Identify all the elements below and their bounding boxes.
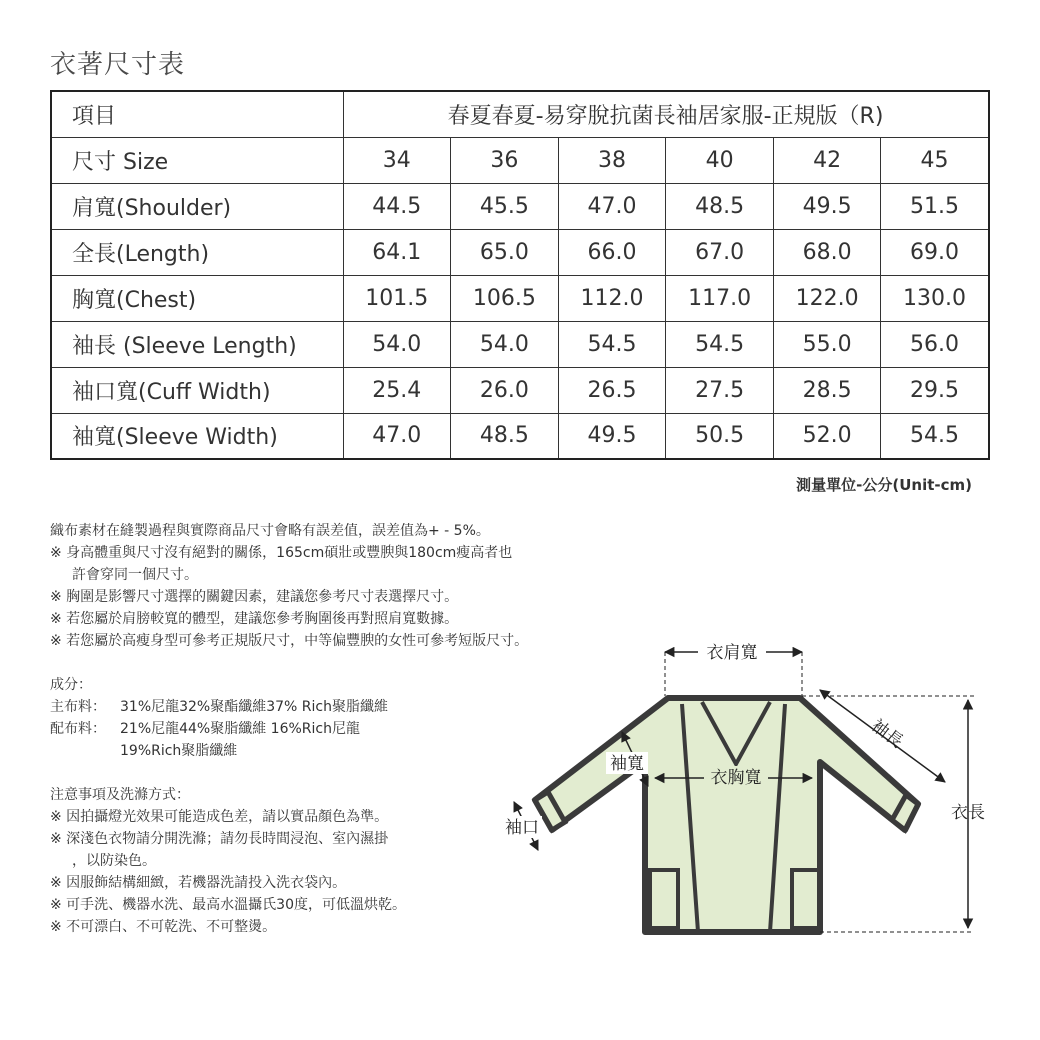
table-cell: 48.5 <box>666 183 774 229</box>
table-cell: 45.5 <box>451 183 559 229</box>
table-cell: 112.0 <box>558 275 666 321</box>
main-fabric-label: 主布料： <box>50 699 106 715</box>
table-cell: 47.0 <box>558 183 666 229</box>
care-item: ※ 不可漂白、不可乾洗、不可整燙。 <box>50 919 277 935</box>
care-item-continued: ，以防染色。 <box>72 853 156 869</box>
table-cell: 54.5 <box>558 321 666 367</box>
note-item: ※ 若您屬於高瘦身型可參考正規版尺寸，中等偏豐腴的女性可參考短版尺寸。 <box>50 633 529 649</box>
table-cell: 25.4 <box>343 367 451 413</box>
row-label: 袖長 (Sleeve Length) <box>51 321 343 367</box>
note-item-continued: 許會穿同一個尺寸。 <box>72 567 198 583</box>
table-cell: 51.5 <box>881 183 989 229</box>
table-cell: 69.0 <box>881 229 989 275</box>
row-label: 胸寬(Chest) <box>51 275 343 321</box>
table-cell: 48.5 <box>451 413 559 459</box>
table-cell: 44.5 <box>343 183 451 229</box>
table-header-row <box>51 91 989 137</box>
table-cell: 101.5 <box>343 275 451 321</box>
shoulder-label: 衣肩寬 <box>706 643 758 663</box>
care-item: ※ 可手洗、機器水洗、最高水溫攝氏30度，可低溫烘乾。 <box>50 897 406 913</box>
unit-note: 測量單位-公分(Unit-cm) <box>796 476 972 494</box>
composition-heading: 成分： <box>50 677 92 693</box>
size-cell: 40 <box>666 137 774 183</box>
sub-fabric-value: 21%尼龍44%聚脂纖維 16%Rich尼龍 <box>120 721 360 737</box>
table-cell: 26.0 <box>451 367 559 413</box>
table-cell: 67.0 <box>666 229 774 275</box>
table-cell: 52.0 <box>773 413 881 459</box>
table-cell: 64.1 <box>343 229 451 275</box>
table-cell: 49.5 <box>773 183 881 229</box>
table-row-chest <box>51 275 989 321</box>
table-cell: 106.5 <box>451 275 559 321</box>
note-item: ※ 胸圍是影響尺寸選擇的關鍵因素，建議您參考尺寸表選擇尺寸。 <box>50 589 459 605</box>
table-cell: 28.5 <box>773 367 881 413</box>
table-cell: 68.0 <box>773 229 881 275</box>
size-cell: 38 <box>558 137 666 183</box>
table-cell: 26.5 <box>558 367 666 413</box>
table-row-cuff-width <box>51 367 989 413</box>
table-cell: 54.5 <box>881 413 989 459</box>
table-cell: 65.0 <box>451 229 559 275</box>
sleeve-length-label: 袖長 <box>867 715 907 753</box>
table-cell: 47.0 <box>343 413 451 459</box>
sub-fabric-value-continued: 19%Rich聚脂纖維 <box>120 743 238 759</box>
table-cell: 122.0 <box>773 275 881 321</box>
note-item: ※ 若您屬於肩膀較寬的體型，建議您參考胸圍後再對照肩寬數據。 <box>50 611 459 627</box>
main-fabric-value: 31%尼龍32%聚酯纖維37% Rich聚脂纖維 <box>120 699 388 715</box>
row-label: 袖寬(Sleeve Width) <box>51 413 343 459</box>
table-cell: 54.0 <box>343 321 451 367</box>
cuff-label: 袖口 <box>505 818 539 838</box>
size-cell: 36 <box>451 137 559 183</box>
header-item-label: 項目 <box>51 91 343 137</box>
row-label: 袖口寬(Cuff Width) <box>51 367 343 413</box>
table-row-sleeve-width <box>51 413 989 459</box>
table-cell: 27.5 <box>666 367 774 413</box>
size-chart-table <box>50 90 990 460</box>
table-cell: 56.0 <box>881 321 989 367</box>
table-cell: 66.0 <box>558 229 666 275</box>
care-item: ※ 深淺色衣物請分開洗滌；請勿長時間浸泡、室內濕掛 <box>50 831 389 847</box>
note-intro: 織布素材在縫製過程與實際商品尺寸會略有誤差值，誤差值為+ - 5%。 <box>50 523 490 539</box>
table-cell: 130.0 <box>881 275 989 321</box>
table-row-length <box>51 229 989 275</box>
chest-label: 衣胸寬 <box>710 768 762 788</box>
row-label: 肩寬(Shoulder) <box>51 183 343 229</box>
table-cell: 49.5 <box>558 413 666 459</box>
size-label: 尺寸 Size <box>51 137 343 183</box>
sub-fabric-label: 配布料： <box>50 721 106 737</box>
table-cell: 54.5 <box>666 321 774 367</box>
care-heading: 注意事項及洗滌方式： <box>50 787 190 803</box>
size-cell: 42 <box>773 137 881 183</box>
length-label: 衣長 <box>951 803 985 823</box>
table-row-sleeve-length <box>51 321 989 367</box>
size-cell: 45 <box>881 137 989 183</box>
table-cell: 50.5 <box>666 413 774 459</box>
table-cell: 55.0 <box>773 321 881 367</box>
care-item: ※ 因拍攝燈光效果可能造成色差，請以實品顏色為準。 <box>50 809 389 825</box>
row-label: 全長(Length) <box>51 229 343 275</box>
table-row-shoulder <box>51 183 989 229</box>
garment-shape <box>535 698 918 932</box>
table-cell: 29.5 <box>881 367 989 413</box>
garment-measurement-diagram <box>490 630 1010 960</box>
size-row <box>51 137 989 183</box>
sleeve-width-label: 袖寬 <box>610 754 644 774</box>
table-cell: 117.0 <box>666 275 774 321</box>
page-title: 衣著尺寸表 <box>50 50 186 80</box>
care-item: ※ 因服飾結構細緻，若機器洗請投入洗衣袋內。 <box>50 875 347 891</box>
product-name: 春夏春夏-易穿脫抗菌長袖居家服-正規版（R) <box>343 91 989 137</box>
note-item: ※ 身高體重與尺寸沒有絕對的關係，165cm碩壯或豐腴與180cm瘦高者也 <box>50 545 513 561</box>
table-cell: 54.0 <box>451 321 559 367</box>
size-cell: 34 <box>343 137 451 183</box>
